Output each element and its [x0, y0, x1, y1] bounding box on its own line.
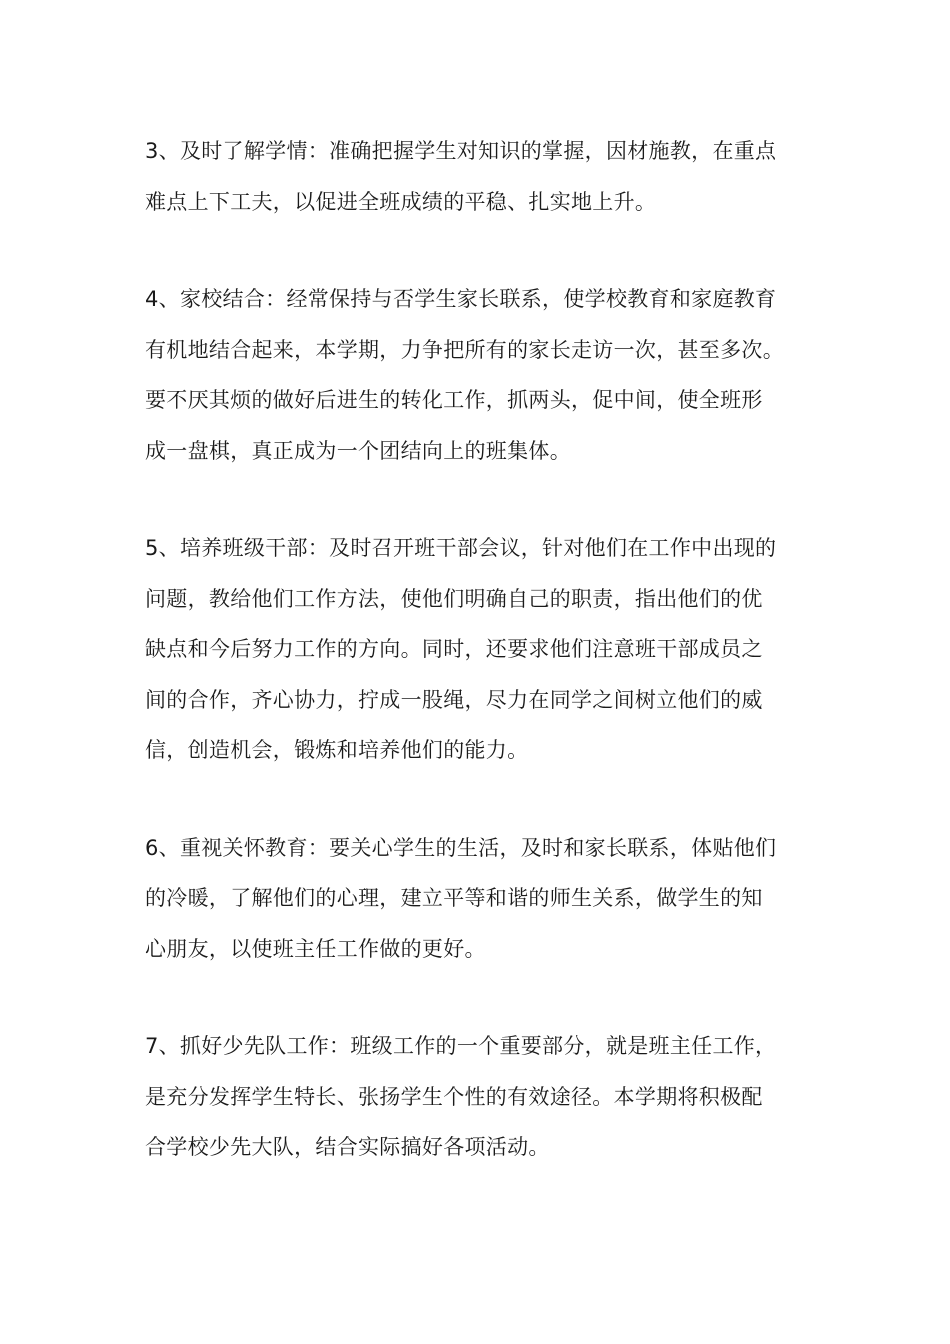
paragraph-spacer [145, 782, 825, 829]
paragraph-spacer [145, 482, 825, 529]
document-body [145, 132, 825, 1179]
paragraph-item-5 [145, 529, 825, 782]
text-line: 3、及时了解学情：准确把握学生对知识的掌握，因材施教，在重点 [145, 139, 777, 163]
paragraph-item-6 [145, 829, 825, 981]
paragraph-spacer [145, 980, 825, 1027]
text-line: 缺点和今后努力工作的方向。同时，还要求他们注意班干部成员之 [145, 637, 763, 661]
paragraph-item-4 [145, 280, 825, 482]
text-line: 心朋友，以使班主任工作做的更好。 [145, 936, 486, 961]
text-line: 要不厌其烦的做好后进生的转化工作，抓两头，促中间，使全班形 [145, 388, 763, 412]
text-line: 5、培养班级干部：及时召开班干部会议，针对他们在工作中出现的 [145, 536, 777, 560]
text-line: 有机地结合起来，本学期，力争把所有的家长走访一次，甚至多次。 [145, 337, 784, 362]
text-line: 的冷暖，了解他们的心理，建立平等和谐的师生关系，做学生的知 [145, 886, 763, 910]
paragraph-item-3 [145, 132, 825, 233]
text-line: 是充分发挥学生特长、张扬学生个性的有效途径。本学期将积极配 [145, 1084, 763, 1109]
text-line: 难点上下工夫，以促进全班成绩的平稳、扎实地上升。 [145, 189, 657, 214]
text-line: 6、重视关怀教育：要关心学生的生活，及时和家长联系，体贴他们 [145, 835, 777, 860]
text-line: 7、抓好少先队工作：班级工作的一个重要部分，就是班主任工作， [145, 1034, 777, 1058]
paragraph-spacer [145, 233, 825, 280]
text-line: 4、家校结合：经常保持与否学生家长联系，使学校教育和家庭教育 [145, 287, 777, 311]
text-line: 信，创造机会，锻炼和培养他们的能力。 [145, 738, 529, 762]
text-line: 合学校少先大队，结合实际搞好各项活动。 [145, 1135, 550, 1159]
paragraph-item-7 [145, 1027, 825, 1179]
text-line: 间的合作，齐心协力，拧成一股绳，尽力在同学之间树立他们的威 [145, 687, 763, 712]
text-line: 成一盘棋，真正成为一个团结向上的班集体。 [145, 438, 571, 463]
text-line: 问题，教给他们工作方法，使他们明确自己的职责，指出他们的优 [145, 586, 763, 611]
